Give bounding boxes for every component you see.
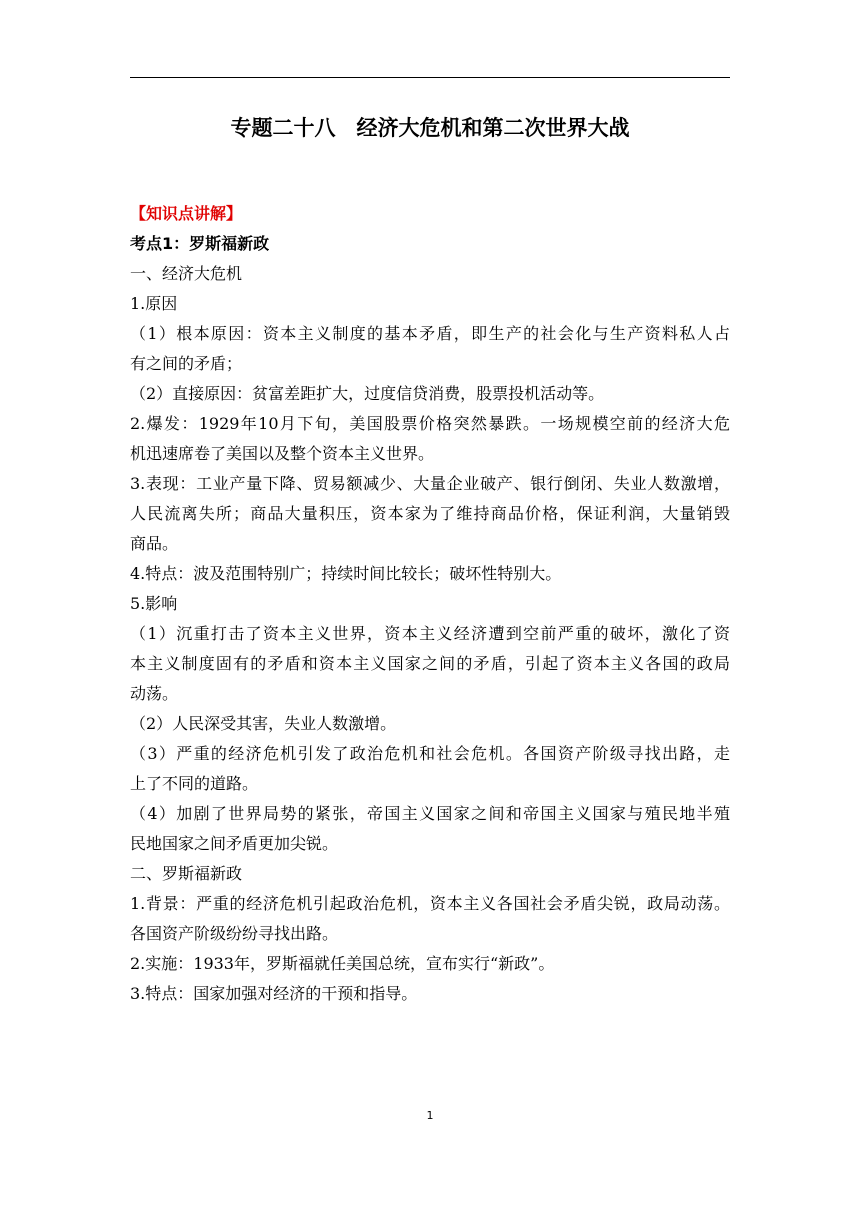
cause-2: （2）直接原因：贫富差距扩大，过度信贷消费，股票投机活动等。: [130, 384, 605, 403]
impact-1-line-1: （1）沉重打击了资本主义世界，资本主义经济遭到空前严重的破坏，激化了资: [130, 624, 730, 643]
header-rule: [130, 77, 730, 78]
impact-heading: 5.影响: [130, 594, 178, 613]
impact-4-line-1: （4）加剧了世界局势的紧张，帝国主义国家之间和帝国主义国家与殖民地半殖: [130, 804, 730, 823]
topic-heading: 考点1：罗斯福新政: [130, 234, 270, 253]
cause-1-line-1: （1）根本原因：资本主义制度的基本矛盾，即生产的社会化与生产资料私人占: [130, 324, 730, 343]
new-deal-features: 3.特点：国家加强对经济的干预和指导。: [130, 984, 418, 1003]
symptoms-line-2: 人民流离失所；商品大量积压，资本家为了维持商品价格，保证利润，大量销毁: [130, 504, 730, 523]
symptoms-line-1: 3.表现：工业产量下降、贸易额减少、大量企业破产、银行倒闭、失业人数激增，: [130, 474, 730, 493]
impact-3-line-1: （3）严重的经济危机引发了政治危机和社会危机。各国资产阶级寻找出路，走: [130, 744, 730, 763]
implementation: 2.实施：1933年，罗斯福就任美国总统，宣布实行“新政”。: [130, 954, 555, 973]
section-label: 【知识点讲解】: [130, 204, 243, 223]
impact-1-line-3: 动荡。: [130, 684, 179, 703]
symptoms-line-3: 商品。: [130, 534, 179, 553]
page-number: 1: [426, 1109, 434, 1122]
impact-2: （2）人民深受其害，失业人数激增。: [130, 714, 397, 733]
heading-economic-crisis: 一、经济大危机: [130, 264, 243, 283]
cause-heading: 1.原因: [130, 294, 178, 313]
outbreak-line-2: 机迅速席卷了美国以及整个资本主义世界。: [130, 444, 435, 463]
impact-3-line-2: 上了不同的道路。: [130, 774, 259, 793]
impact-1-line-2: 本主义制度固有的矛盾和资本主义国家之间的矛盾，引起了资本主义各国的政局: [130, 654, 730, 673]
cause-1-line-2: 有之间的矛盾；: [130, 354, 243, 373]
document-title: 专题二十八 经济大危机和第二次世界大战: [230, 116, 630, 140]
impact-4-line-2: 民地国家之间矛盾更加尖锐。: [130, 834, 339, 853]
background-line-2: 各国资产阶级纷纷寻找出路。: [130, 924, 339, 943]
heading-new-deal: 二、罗斯福新政: [130, 864, 243, 883]
background-line-1: 1.背景：严重的经济危机引起政治危机，资本主义各国社会矛盾尖锐，政局动荡。: [130, 894, 730, 913]
outbreak-line-1: 2.爆发：1929年10月下旬，美国股票价格突然暴跌。一场规模空前的经济大危: [130, 414, 730, 433]
document-body: [130, 199, 730, 1009]
features: 4.特点：波及范围特别广；持续时间比较长；破坏性特别大。: [130, 564, 562, 583]
